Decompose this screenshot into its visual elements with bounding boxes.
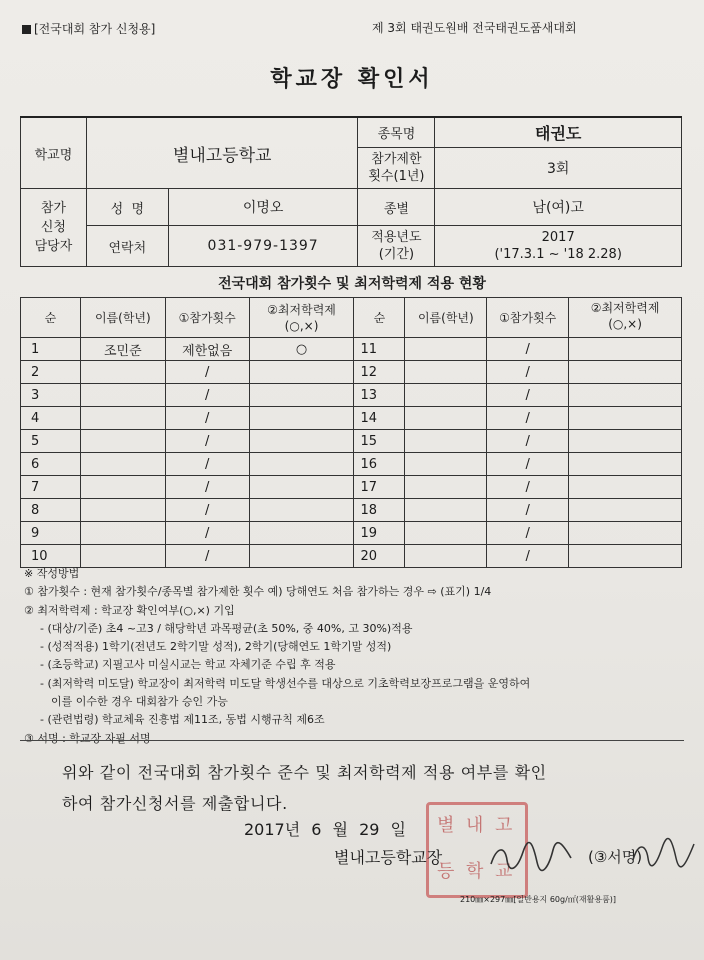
note-item: - (대상/기준) 초4 ~고3 / 해당학년 과목평균(초 50%, 중 40%, 고 30%)적용 [40,621,413,635]
cell-count: / [487,545,569,568]
cell-no: 5 [21,430,81,453]
cell-name [80,361,165,384]
cell-count: / [165,545,249,568]
cell-count: / [487,430,569,453]
col-min: ②최저학력제 (○,×) [249,298,354,338]
cell-mark [569,338,682,361]
cell-count: / [165,384,249,407]
cell-no: 1 [21,338,81,361]
confirmation-text: 위와 같이 전국대회 참가횟수 준수 및 최저학력제 적용 여부를 확인 하여 참가신청서를 제출합니다. [62,763,547,813]
cell-name [405,384,487,407]
status-table [20,297,682,568]
cell-count: / [165,361,249,384]
cell-mark [249,453,354,476]
event-value: 태권도 [435,117,682,148]
table-row [21,338,682,361]
page-title: 학교장 확인서 [270,67,434,92]
cell-no: 7 [21,476,81,499]
cell-mark [249,384,354,407]
cell-no: 4 [21,407,81,430]
cell-mark [569,384,682,407]
info-table [20,116,682,267]
instructions [24,565,684,748]
cell-mark [249,499,354,522]
cell-mark [569,453,682,476]
cell-no: 15 [354,430,405,453]
status-header-row [21,298,682,338]
cell-no: 13 [354,384,405,407]
cell-name [405,499,487,522]
cell-count: / [165,407,249,430]
cell-mark [569,522,682,545]
cell-no: 3 [21,384,81,407]
cell-count: / [165,522,249,545]
handwritten-signature-2 [630,834,700,874]
event-name: 제 3회 태권도원배 전국태권도품새대회 [372,21,577,35]
cell-name [80,453,165,476]
cell-no: 9 [21,522,81,545]
gender-value: 남(여)고 [435,189,682,226]
cell-name [405,361,487,384]
note-item: - (최저학력 미도달) 학교장이 최저학력 미도달 학생선수를 대상으로 기초학력보장프로그램을 운영하여 [40,676,531,690]
limit-label: 참가제한 횟수(1년) [358,148,435,189]
note-item: ② 최저학력제 : 학교장 확인여부(○,×) 기입 [24,603,235,617]
note-item: - (초등학교) 지필고사 미실시교는 학교 자체기준 수립 후 적용 [40,658,336,672]
cell-mark [249,430,354,453]
col-name: 이름(학년) [80,298,165,338]
cell-name [405,338,487,361]
cell-mark [249,407,354,430]
school-name: 별내고등학교 [86,117,358,189]
cell-count: / [165,430,249,453]
name-label: 성 명 [86,189,168,226]
col-count: ①참가횟수 [165,298,249,338]
table-row [21,476,682,499]
limit-value: 3회 [435,148,682,189]
cell-no: 11 [354,338,405,361]
year-value: 2017 ('17.3.1 ~ '18 2.28) [435,226,682,267]
cell-name [80,384,165,407]
note-item: ③ 서명 : 학교장 자필 서명 [24,731,151,745]
gender-label: 종별 [358,189,435,226]
table-row [21,361,682,384]
status-title: 전국대회 참가횟수 및 최저학력제 적용 현황 [218,276,486,292]
note-item: ① 참가횟수 : 현재 참가횟수/종목별 참가제한 횟수 예) 당해연도 처음 참가하는 경우 ⇨ (표기) 1/4 [24,585,492,599]
manager-label: 참가 신청 담당자 [21,189,87,267]
cell-name [405,407,487,430]
cell-count: / [165,499,249,522]
notes-heading: ※ 작성방법 [24,567,80,580]
divider [20,740,684,741]
table-row [21,522,682,545]
square-bullet-icon [22,25,31,34]
cell-count: / [487,453,569,476]
cell-count: / [487,384,569,407]
contact-label: 연락처 [86,226,168,267]
cell-name [405,476,487,499]
signature-label: (③서명) [588,848,643,866]
form-tag: [전국대회 참가 신청용] [22,20,155,37]
signer-name: 별내고등학교장 [334,848,443,867]
year-label: 적용년도 (기간) [358,226,435,267]
cell-no: 6 [21,453,81,476]
cell-count: / [487,407,569,430]
handwritten-signature [487,836,577,876]
paper-spec: 210㎜×297㎜[일반용지 60g/㎡(재활용품)] [460,895,617,904]
cell-name [80,522,165,545]
col-count: ①참가횟수 [487,298,569,338]
cell-no: 20 [354,545,405,568]
table-row [21,453,682,476]
col-min: ②최저학력제 (○,×) [569,298,682,338]
note-item: 이를 이수한 경우 대회참가 승인 가능 [51,695,228,709]
table-row [21,384,682,407]
contact-value: 031-979-1397 [168,226,358,267]
cell-no: 12 [354,361,405,384]
cell-count: / [487,338,569,361]
cell-count: / [165,476,249,499]
cell-no: 10 [21,545,81,568]
cell-mark: ○ [249,338,354,361]
cell-no: 19 [354,522,405,545]
cell-name [80,430,165,453]
event-label: 종목명 [358,117,435,148]
cell-mark [569,499,682,522]
cell-no: 2 [21,361,81,384]
cell-count: / [487,476,569,499]
cell-name [405,522,487,545]
cell-mark [569,430,682,453]
note-item: - (관련법령) 학교체육 진흥법 제11조, 동법 시행규칙 제6조 [40,713,325,727]
cell-count: / [487,361,569,384]
cell-no: 16 [354,453,405,476]
cell-name [80,407,165,430]
cell-mark [569,476,682,499]
col-name: 이름(학년) [405,298,487,338]
cell-count: / [487,499,569,522]
cell-name [80,476,165,499]
cell-count: / [487,522,569,545]
cell-name [80,499,165,522]
note-item: - (성적적용) 1학기(전년도 2학기말 성적), 2학기(당해연도 1학기말 성적) [40,640,392,654]
cell-no: 8 [21,499,81,522]
cell-mark [249,522,354,545]
cell-mark [569,407,682,430]
cell-no: 14 [354,407,405,430]
cell-no: 17 [354,476,405,499]
cell-name [405,453,487,476]
table-row [21,430,682,453]
name-value: 이명오 [168,189,358,226]
col-no: 순 [21,298,81,338]
table-row [21,499,682,522]
cell-count: 제한없음 [165,338,249,361]
cell-mark [249,476,354,499]
cell-no: 18 [354,499,405,522]
cell-count: / [165,453,249,476]
cell-name [405,430,487,453]
cell-name: 조민준 [80,338,165,361]
school-label: 학교명 [21,117,87,189]
cell-mark [569,361,682,384]
table-row [21,407,682,430]
col-no: 순 [354,298,405,338]
school-seal-stamp: 별 내 고 등 학 교 [426,802,528,898]
submission-date: 2017년 6 월 29 일 [244,820,406,839]
cell-mark [249,361,354,384]
